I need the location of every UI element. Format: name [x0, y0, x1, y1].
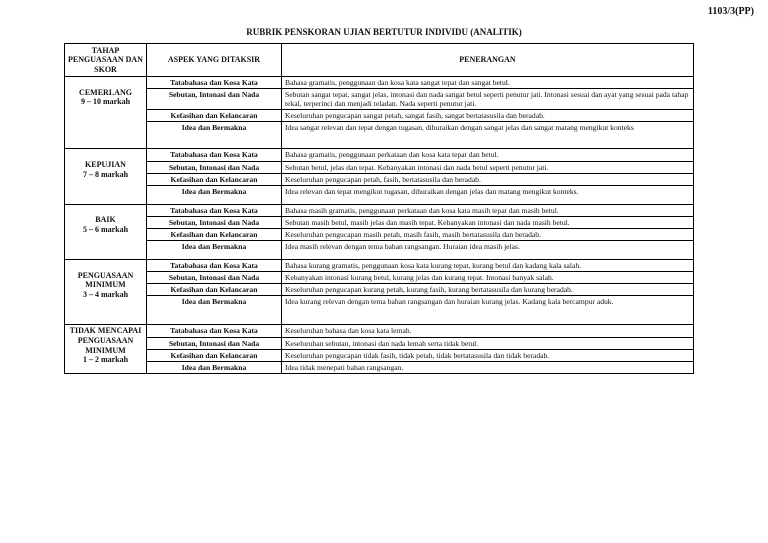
description-cell: Bahasa masih gramatis, penggunaan perkataan dan kosa kata masih tepat dan masih betul.	[282, 204, 694, 216]
level-cell	[65, 149, 147, 204]
level-mark: 5 – 6 markah	[82, 224, 129, 234]
description-cell: Sebutan betul, jelas dan tepat. Kebanyakan intonasi dan nada betul seperti penutur jati.	[282, 161, 694, 173]
table-row	[65, 216, 694, 228]
level-name: BAIK	[95, 215, 116, 225]
aspect-cell: Tatabahasa dan Kosa Kata	[147, 260, 282, 272]
aspect-cell: Sebutan, Intonasi dan Nada	[147, 161, 282, 173]
table-row	[65, 89, 694, 110]
level-mark: 7 – 8 markah	[82, 169, 129, 179]
table-row	[65, 204, 694, 216]
table-row	[65, 185, 694, 204]
description-cell: Idea relevan dan tepat mengikut tugasan, dihuraikan dengan jelas dan matang mengikut konteks.	[282, 185, 694, 204]
table-row	[65, 260, 694, 272]
aspect-cell: Tatabahasa dan Kosa Kata	[147, 77, 282, 89]
table-row	[65, 228, 694, 240]
description-cell: Idea kurang relevan dengan tema bahan rangsangan dan huraian kurang jelas. Kadang kala bercampur aduk.	[282, 296, 694, 325]
level-cell	[65, 260, 147, 325]
description-cell: Keseluruhan pengucapan petah, fasih, bertatasusila dan beradab.	[282, 173, 694, 185]
level-name: TIDAK MENCAPAI PENGUASAAN MINIMUM	[69, 326, 142, 355]
table-row	[65, 337, 694, 349]
level-name: KEPUJIAN	[85, 160, 126, 170]
description-cell: Keseluruhan pengucapan masih petah, masih fasih, masih bertatasusila dan beradab.	[282, 228, 694, 240]
table-row	[65, 241, 694, 260]
description-cell: Idea tidak menepati bahan rangsangan.	[282, 361, 694, 373]
description-cell: Keseluruhan pengucapan sangat petah, sangat fasih, sangat bertatasusila dan beradab.	[282, 110, 694, 122]
aspect-cell: Sebutan, Intonasi dan Nada	[147, 216, 282, 228]
table-row	[65, 361, 694, 373]
table-header-row	[65, 44, 694, 77]
header-level: TAHAP PENGUASAAN DAN SKOR	[65, 44, 147, 77]
description-cell: Idea masih relevan dengan tema bahan rangsangan. Huraian idea masih jelas.	[282, 241, 694, 260]
table-row	[65, 77, 694, 89]
table-row	[65, 272, 694, 284]
description-cell: Idea sangat relevan dan tepat dengan tugasan, dihuraikan dengan sangat jelas dan sangat matang mengikut konteks	[282, 122, 694, 149]
description-cell: Sebutan masih betul, masih jelas dan masih tepat. Kebanyakan intonasi dan nada masih betul.	[282, 216, 694, 228]
description-cell: Bahasa gramatis, penggunaan perkataan dan kosa kata tepat dan betul.	[282, 149, 694, 161]
table-row	[65, 284, 694, 296]
table-row	[65, 149, 694, 161]
level-cell	[65, 77, 147, 149]
document-title: RUBRIK PENSKORAN UJIAN BERTUTUR INDIVIDU (ANALITIK)	[246, 27, 522, 37]
rubric-table	[64, 43, 694, 374]
table-row	[65, 122, 694, 149]
table-row	[65, 325, 694, 337]
description-cell: Keseluruhan pengucapan tidak fasih, tidak petah, tidak bertatasusila dan tidak beradab.	[282, 349, 694, 361]
description-cell: Keseluruhan pengucapan kurang petah, kurang fasih, kurang bertatasusila dan kurang beradab.	[282, 284, 694, 296]
header-aspect: ASPEK YANG DITAKSIR	[147, 44, 282, 77]
aspect-cell: Kefasihan dan Kelancaran	[147, 110, 282, 122]
level-name: CEMERLANG	[79, 87, 132, 97]
aspect-cell: Kefasihan dan Kelancaran	[147, 349, 282, 361]
aspect-cell: Tatabahasa dan Kosa Kata	[147, 204, 282, 216]
level-mark: 3 – 4 markah	[82, 289, 129, 299]
aspect-cell: Sebutan, Intonasi dan Nada	[147, 337, 282, 349]
aspect-cell: Sebutan, Intonasi dan Nada	[147, 89, 282, 110]
description-cell: Kebanyakan intonasi kurang betul, kurang jelas dan kurang tepat. Intonasi banyak salah.	[282, 272, 694, 284]
aspect-cell: Kefasihan dan Kelancaran	[147, 228, 282, 240]
aspect-cell: Kefasihan dan Kelancaran	[147, 284, 282, 296]
table-row	[65, 349, 694, 361]
aspect-cell: Sebutan, Intonasi dan Nada	[147, 272, 282, 284]
table-row	[65, 296, 694, 325]
level-cell	[65, 325, 147, 373]
level-mark: 1 – 2 markah	[82, 355, 129, 365]
level-name: PENGUASAAN MINIMUM	[77, 270, 134, 290]
level-cell	[65, 204, 147, 259]
level-mark: 9 – 10 markah	[80, 97, 131, 107]
aspect-cell: Idea dan Bermakna	[147, 241, 282, 260]
table-row	[65, 161, 694, 173]
aspect-cell: Idea dan Bermakna	[147, 296, 282, 325]
table-row	[65, 110, 694, 122]
table-row	[65, 173, 694, 185]
aspect-cell: Kefasihan dan Kelancaran	[147, 173, 282, 185]
header-description: PENERANGAN	[282, 44, 694, 77]
document-code: 1103/3(PP)	[707, 6, 754, 17]
description-cell: Bahasa gramatis, penggunaan dan kosa kata sangat tepat dan sangat betul.	[282, 77, 694, 89]
description-cell: Sebutan sangat tepat, sangat jelas, intonasi dan nada sangat betul seperti penutur jati. Intonasi sesuai dan ayat yang sesuai pada tahap tekal, terperinci dan menjadi teladan. Nada seperti penutur jati.	[282, 89, 694, 110]
aspect-cell: Idea dan Bermakna	[147, 185, 282, 204]
description-cell: Keseluruhan sebutan, intonasi dan nada lemah serta tidak betul.	[282, 337, 694, 349]
aspect-cell: Idea dan Bermakna	[147, 122, 282, 149]
aspect-cell: Idea dan Bermakna	[147, 361, 282, 373]
description-cell: Keseluruhan bahasa dan kosa kata lemah.	[282, 325, 694, 337]
aspect-cell: Tatabahasa dan Kosa Kata	[147, 149, 282, 161]
aspect-cell: Tatabahasa dan Kosa Kata	[147, 325, 282, 337]
description-cell: Bahasa kurang gramatis, penggunaan kosa kata kurang tepat, kurang betul dan kadang kala salah.	[282, 260, 694, 272]
